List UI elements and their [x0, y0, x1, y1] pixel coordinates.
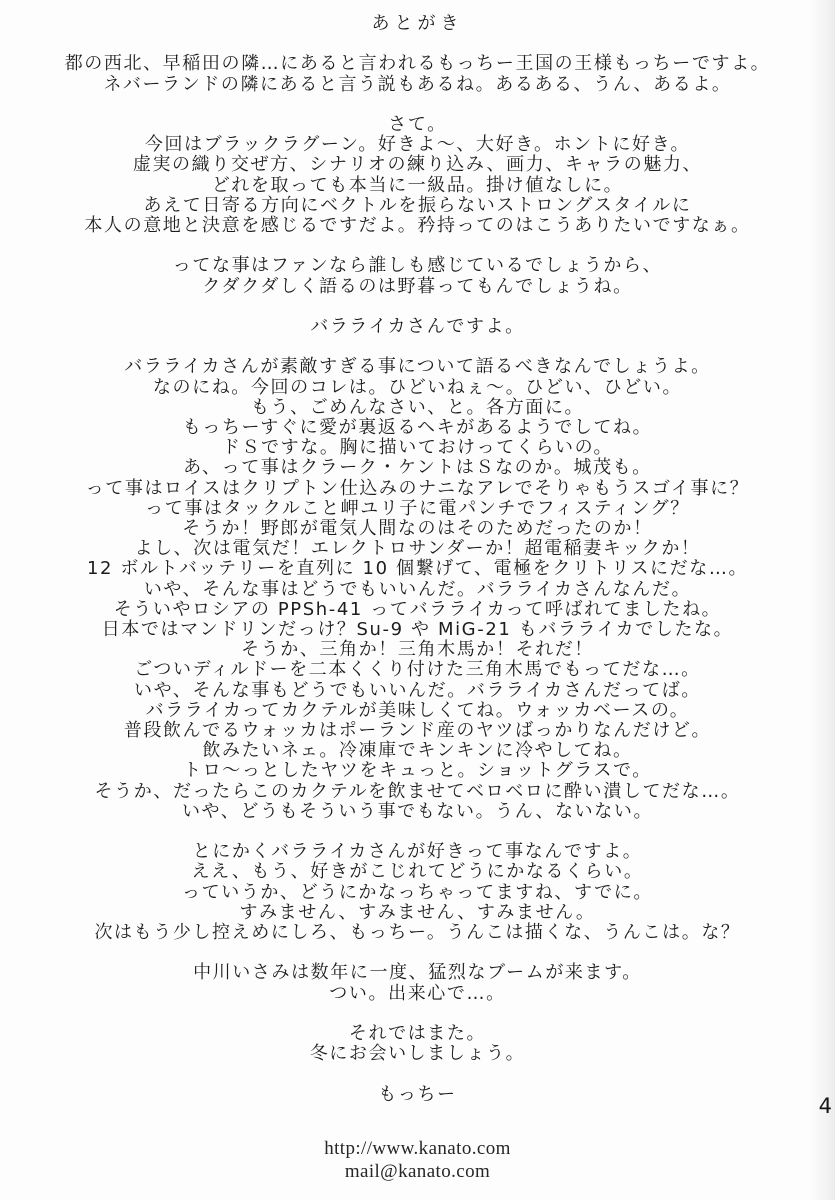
paragraph — [0, 317, 835, 337]
text-line: 普段飲んでるウォッカはポーランド産のヤツばっかりなんだけど。 — [123, 720, 712, 742]
text-line: いや、どうもそういう事でもない。うん、ないない。 — [181, 800, 654, 822]
page-number: 4 — [818, 1094, 832, 1118]
text-line: あえて日寄る方向にベクトルを振らないストロングスタイルに — [143, 194, 692, 216]
text-line: いや、そんな事もどうでもいいんだ。バラライカさんだってば。 — [134, 679, 701, 701]
text-line: 12 ボルトバッテリーを直列に 10 個繋げて、電極をクリトリスにだな…。 — [86, 558, 749, 580]
paragraph — [0, 357, 835, 822]
page-title: あとがき — [371, 13, 464, 34]
text-line: もっちーすぐに愛が裏返るヘキがあるようでしてね。 — [182, 416, 653, 438]
text-line: 冬にお会いしましょう。 — [309, 1043, 526, 1065]
paragraph — [0, 54, 835, 94]
paragraph — [0, 1024, 835, 1064]
text-line: 今回はブラックラグーン。好きよ～、大好き。ホントに好き。 — [144, 134, 691, 156]
text-line: そうか！野郎が電気人間なのはそのためだったのか！ — [182, 518, 653, 539]
paragraph — [0, 1085, 835, 1105]
text-line: それではまた。 — [348, 1023, 487, 1045]
text-line: トロ～っとしたヤツをキュっと。ショットグラスで。 — [183, 760, 652, 782]
text-line: バラライカさんが素敵すぎる事について語るべきなんでしょうよ。 — [124, 356, 711, 378]
text-line: バラライカってカクテルが美味しくてね。ウォッカベースの。 — [145, 699, 690, 721]
paragraph — [0, 963, 835, 1003]
text-line: つい。出来心で…。 — [329, 982, 506, 1004]
paragraph — [0, 115, 835, 236]
text-line: もう、ごめんなさい、と。各方面に。 — [250, 396, 585, 418]
text-line: 飲みたいネェ。冷凍庫でキンキンに冷やしてね。 — [202, 740, 633, 762]
text-line: 次はもう少し控えめにしろ、もっちー。うんこは描くな、うんこは。な？ — [94, 922, 741, 944]
afterword-body — [0, 54, 835, 1104]
footer-url: http://www.kanato.com — [324, 1137, 511, 1159]
text-line: ごついディルドーを二本くくり付けた三角木馬でもってだな…。 — [134, 659, 701, 681]
text-line: どれを取っても本当に一級品。掛け値なしに。 — [211, 174, 624, 196]
footer — [0, 1137, 835, 1183]
text-line: っていうか、どうにかなっちゃってますね、すでに。 — [182, 881, 653, 903]
text-line: とにかくバラライカさんが好きって事なんですよ。 — [192, 841, 643, 863]
text-line: すみません、すみません、すみません。 — [239, 901, 596, 923]
text-line: そうか、だったらこのカクテルを飲ませてベロベロに酔い潰してだな…。 — [94, 780, 741, 802]
text-line: ネバーランドの隣にあると言う説もあるね。あるある、うん、あるよ。 — [103, 73, 732, 95]
text-line: 本人の意地と決意を感じるですだよ。矜持ってのはこうありたいですなぁ。 — [84, 215, 751, 236]
footer-email: mail@kanato.com — [344, 1160, 491, 1182]
text-line: なのにね。今回のコレは。ひどいねぇ～。ひどい、ひどい。 — [152, 376, 683, 398]
text-line: バラライカさんですよ。 — [310, 315, 525, 337]
text-line: もっちー — [378, 1083, 457, 1105]
text-line: さて。 — [388, 113, 447, 135]
text-line: そうか、三角か！三角木馬か！それだ！ — [241, 639, 594, 661]
text-line: よし、次は電気だ！エレクトロサンダーか！超電稲妻キックか！ — [134, 538, 701, 560]
paragraph — [0, 256, 835, 296]
text-line: 都の西北、早稲田の隣…にあると言われるもっちー王国の王様もっちーですよ。 — [64, 53, 771, 75]
text-line: って事はタックルこと岬ユリ子に電パンチでフィスティング？ — [145, 497, 690, 519]
text-line: ええ、もう、好きがこじれてどうにかなるくらい。 — [191, 861, 644, 883]
text-line: 日本ではマンドリンだっけ？Su-9 や MiG-21 もバラライカでしたな。 — [101, 619, 734, 641]
text-line: ドＳですな。胸に描いておけってくらいの。 — [221, 437, 614, 459]
text-line: って事はロイスはクリプトン仕込みのナニなアレでそりゃもうスゴイ事に？ — [85, 477, 750, 499]
text-line: いや、そんな事はどうでもいいんだ。バラライカさんなんだ。 — [143, 578, 692, 600]
text-line: 中川いさみは数年に一度、猛烈なブームが来ます。 — [193, 962, 642, 984]
text-line: 虚実の織り交ぜ方、シナリオの練り込み、画力、キャラの魅力、 — [132, 154, 703, 176]
text-line: そういやロシアの PPSh-41 ってバラライカって呼ばれてましたね。 — [113, 598, 722, 620]
text-line: あ、って事はクラーク・ケントはＳなのか。城茂も。 — [183, 457, 652, 479]
text-line: クダクダしく語るのは野暮ってもんでしょうね。 — [202, 275, 633, 297]
paragraph — [0, 842, 835, 943]
text-line: ってな事はファンなら誰しも感じているでしょうから、 — [172, 255, 663, 277]
